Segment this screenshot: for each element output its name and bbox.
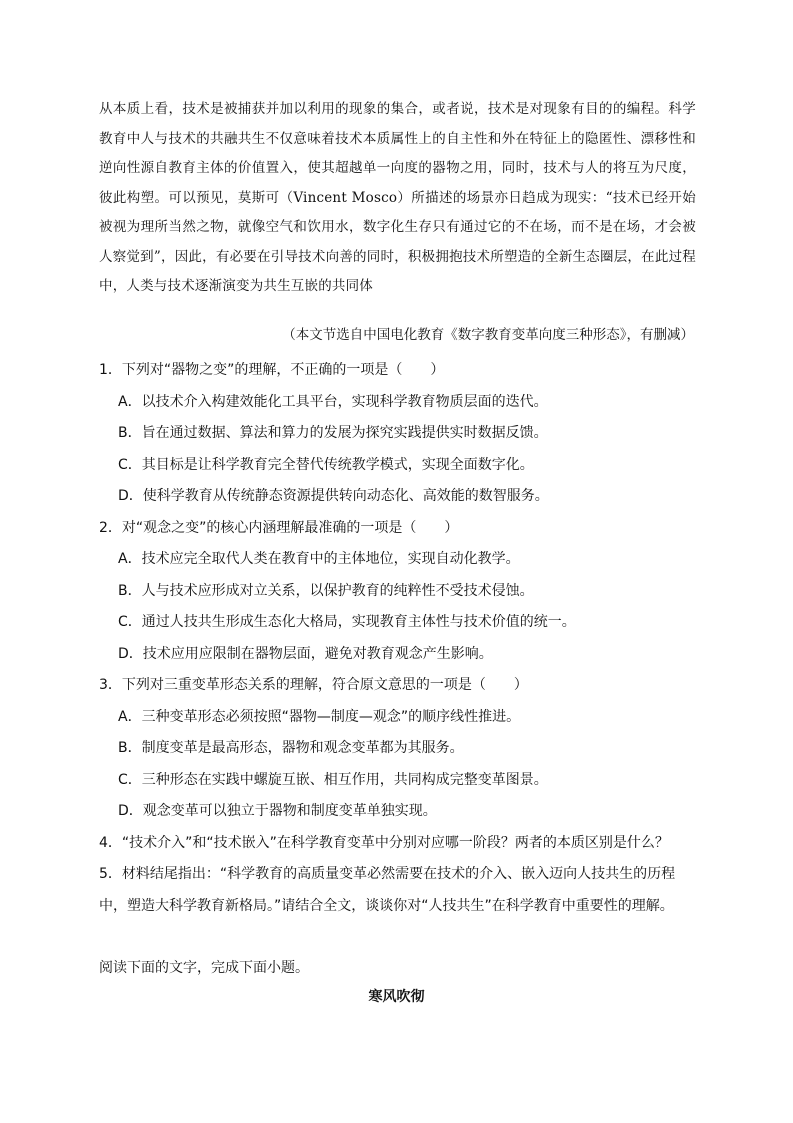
question-2-stem: 2．对“观念之变”的核心内涵理解最准确的一项是（ ） bbox=[99, 519, 459, 536]
question-3-option-c: C．三种形态在实践中螺旋互嵌、相互作用，共同构成完整变革图景。 bbox=[118, 771, 548, 788]
question-2-option-a: A．技术应完全取代人类在教育中的主体地位，实现自动化教学。 bbox=[118, 551, 520, 567]
question-2-option-b: B．人与技术应形成对立关系，以保护教育的纯粹性不受技术侵蚀。 bbox=[118, 582, 534, 599]
passage-text: 从本质上看，技术是被捕获并加以利用的现象的集合，或者说，技术是对现象有目的的编程。科学教育中人与技术的共融共生不仅意味着技术本质属性上的自主性和外在特征上的隐匿性、漂移性和逆向性源自教育主体的价值置入，使其超越单一向度的器物之用，同时，技术与人的将互为尺度，彼此构塑。可以预见，莫斯可（Vincent Mosco）所描述的场景亦日趋成为现实：“技术已经开始被视为理所当然之物，就像空气和饮用水，数字化生存只有通过它的不在场，而不是在场，才会被人察觉到”，因此，有必要在引导技术向善的同时，积极拥抱技术所塑造的全新生态圈层，在此过程中，人类与技术逐渐演变为共生互嵌的共同体 bbox=[99, 101, 696, 294]
question-list bbox=[99, 355, 696, 922]
question-3 bbox=[99, 670, 696, 828]
next-passage-title: 寒风吹彻 bbox=[368, 989, 425, 1005]
question-1-stem: 1．下列对“器物之变”的理解，不正确的一项是（ ） bbox=[99, 362, 445, 378]
question-4: 4．“技术介入”和“技术嵌入”在科学教育变革中分别对应哪一阶段？两者的本质区别是什么？ bbox=[99, 834, 669, 851]
question-2 bbox=[99, 513, 696, 671]
question-1-option-a: A．以技术介入构建效能化工具平台，实现科学教育物质层面的迭代。 bbox=[118, 393, 548, 410]
question-1-option-d: D．使科学教育从传统静态资源提供转向动态化、高效能的数智服务。 bbox=[118, 488, 549, 504]
passage-source: （本文节选自中国电化教育《数字教育变革向度三种形态》，有删减） bbox=[282, 327, 694, 343]
question-2-option-c: C．通过人技共生形成生态化大格局，实现教育主体性与技术价值的统一。 bbox=[118, 614, 576, 630]
question-2-option-d: D．技术应用应限制在器物层面，避免对教育观念产生影响。 bbox=[118, 645, 493, 662]
question-1-option-b: B．旨在通过数据、算法和算力的发展为探究实践提供实时数据反馈。 bbox=[118, 425, 548, 441]
question-1-option-c: C．其目标是让科学教育完全替代传统教学模式，实现全面数字化。 bbox=[118, 456, 534, 473]
question-3-option-d: D．观念变革可以独立于器物和制度变革单独实现。 bbox=[118, 803, 437, 819]
question-3-option-a: A．三种变革形态必须按照“器物—制度—观念”的顺序线性推进。 bbox=[118, 708, 521, 725]
question-5: 5．材料结尾指出：“科学教育的高质量变革必然需要在技术的介入、嵌入迈向人技共生的历程中，塑造大科学教育新格局。”请结合全文，谈谈你对“人技共生”在科学教育中重要性的理解。 bbox=[99, 866, 676, 914]
reading-passage bbox=[99, 95, 696, 302]
reading-instruction: 阅读下面的文字，完成下面小题。 bbox=[99, 960, 309, 976]
question-1 bbox=[99, 355, 696, 513]
question-3-option-b: B．制度变革是最高形态，器物和观念变革都为其服务。 bbox=[118, 740, 464, 756]
question-3-stem: 3．下列对三重变革形态关系的理解，符合原文意思的一项是（ ） bbox=[99, 677, 528, 693]
